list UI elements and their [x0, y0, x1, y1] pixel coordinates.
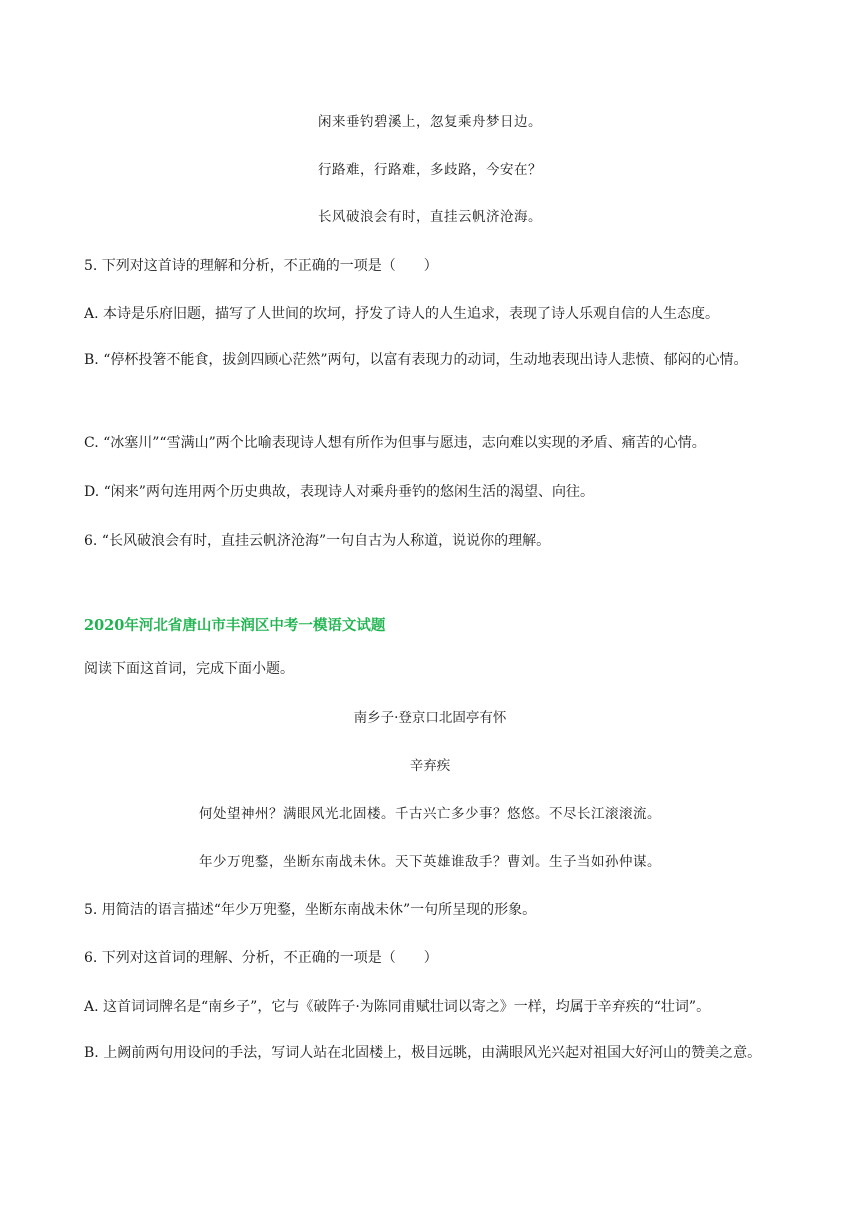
- poem-line: 闲来垂钓碧溪上，忽复乘舟梦日边。: [318, 114, 542, 130]
- option-b: B. 上阙前两句用设问的手法，写词人站在北固楼上，极目远眺，由满眼风光兴起对祖国大好河山的赞美之意。: [84, 1045, 762, 1061]
- option-a: A. 本诗是乐府旧题，描写了人世间的坎坷，抒发了诗人的人生追求，表现了诗人乐观自信的人生态度。: [84, 306, 720, 322]
- option-b: B. “停杯投箸不能食，拔剑四顾心茫然”两句，以富有表现力的动词，生动地表现出诗人悲愤、郁闷的心情。: [84, 352, 748, 368]
- section-heading: 2020年河北省唐山市丰润区中考一模语文试题: [84, 617, 386, 634]
- option-d: D. “闲来”两句连用两个历史典故，表现诗人对乘舟垂钓的悠闲生活的渴望、向往。: [84, 484, 594, 500]
- reading-instruction: 阅读下面这首词，完成下面小题。: [84, 661, 294, 677]
- option-a: A. 这首词词牌名是“南乡子”，它与《破阵子·为陈同甫赋壮词以寄之》一样，均属于辛弃疾的“壮词”。: [84, 999, 711, 1015]
- poem-title: 南乡子·登京口北固亭有怀: [353, 710, 507, 726]
- option-c: C. “冰塞川”“雪满山”两个比喻表现诗人想有所作为但事与愿违，志向难以实现的矛盾、痛苦的心情。: [84, 435, 706, 451]
- poem-line: 何处望神州？满眼风光北固楼。千古兴亡多少事？悠悠。不尽长江滚滚流。: [199, 806, 661, 822]
- poem-line: 行路难，行路难，多歧路，今安在？: [318, 162, 542, 178]
- poem-author: 辛弃疾: [409, 758, 451, 774]
- poem-line: 长风破浪会有时，直挂云帆济沧海。: [318, 209, 542, 225]
- poem-line: 年少万兜鍪，坐断东南战未休。天下英雄谁敌手？曹刘。生子当如孙仲谋。: [199, 854, 661, 870]
- question-5: 5. 下列对这首诗的理解和分析，不正确的一项是（ ）: [84, 258, 438, 274]
- question-6: 6. 下列对这首词的理解、分析，不正确的一项是（ ）: [84, 950, 438, 966]
- question-5: 5. 用简洁的语言描述“年少万兜鍪，坐断东南战未休”一句所呈现的形象。: [84, 902, 537, 918]
- question-6: 6. “长风破浪会有时，直挂云帆济沧海”一句自古为人称道，说说你的理解。: [84, 533, 551, 549]
